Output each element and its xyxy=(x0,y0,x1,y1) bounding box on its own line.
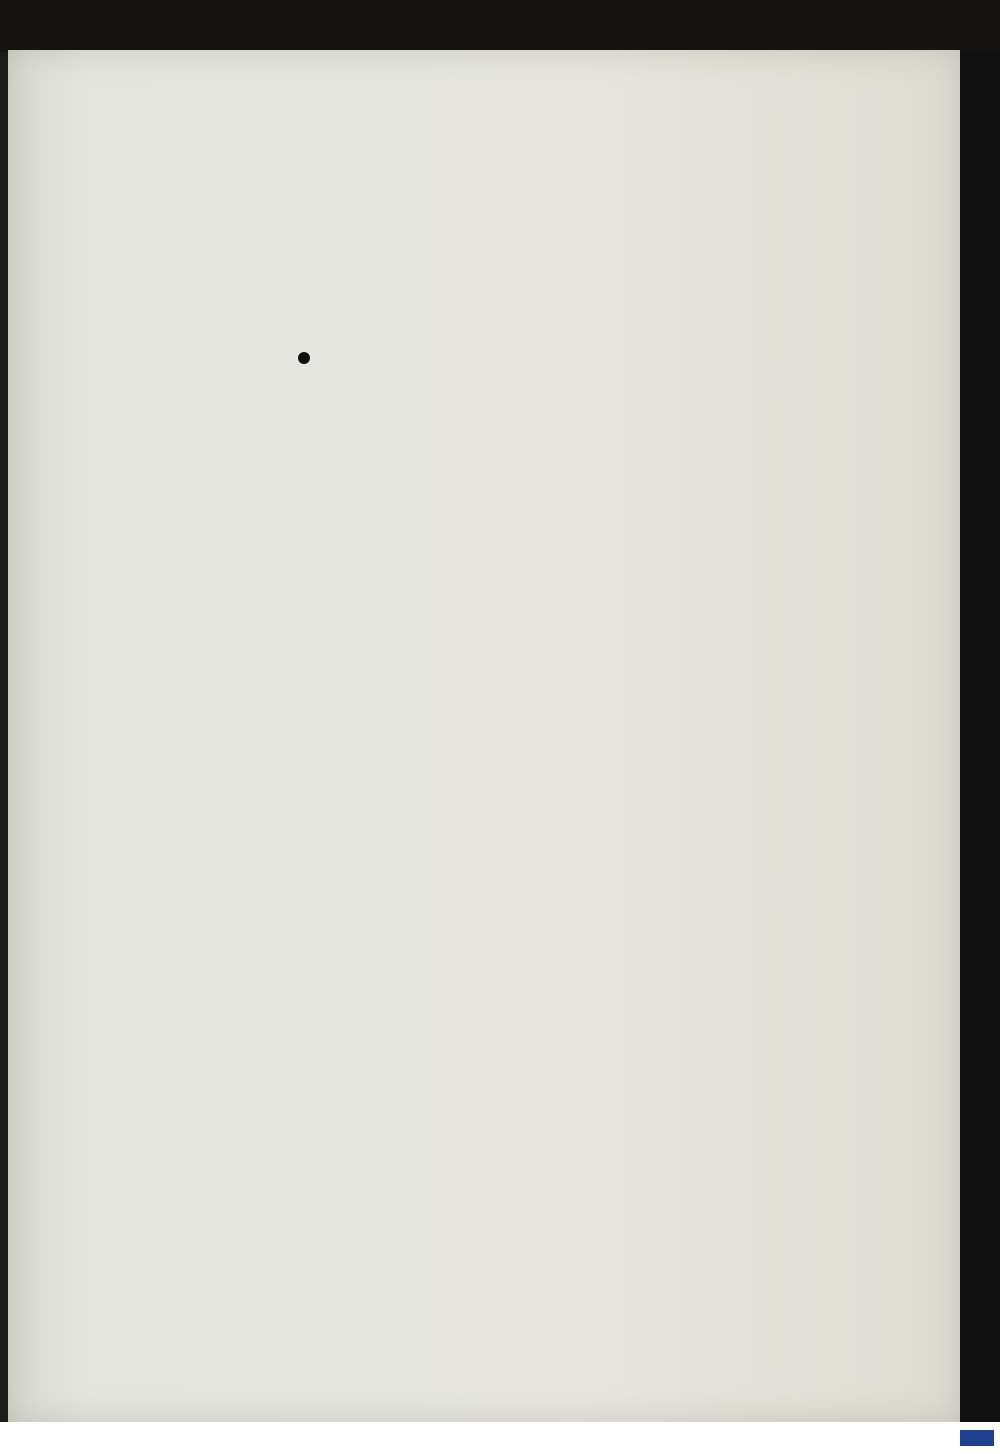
book-page xyxy=(8,50,960,1422)
dfg-logo-icon xyxy=(960,1430,994,1446)
ink-blot xyxy=(298,352,310,364)
scan-top-border xyxy=(0,0,1000,52)
scan-right-border xyxy=(960,50,1000,1422)
footer-bar xyxy=(0,1422,1000,1454)
